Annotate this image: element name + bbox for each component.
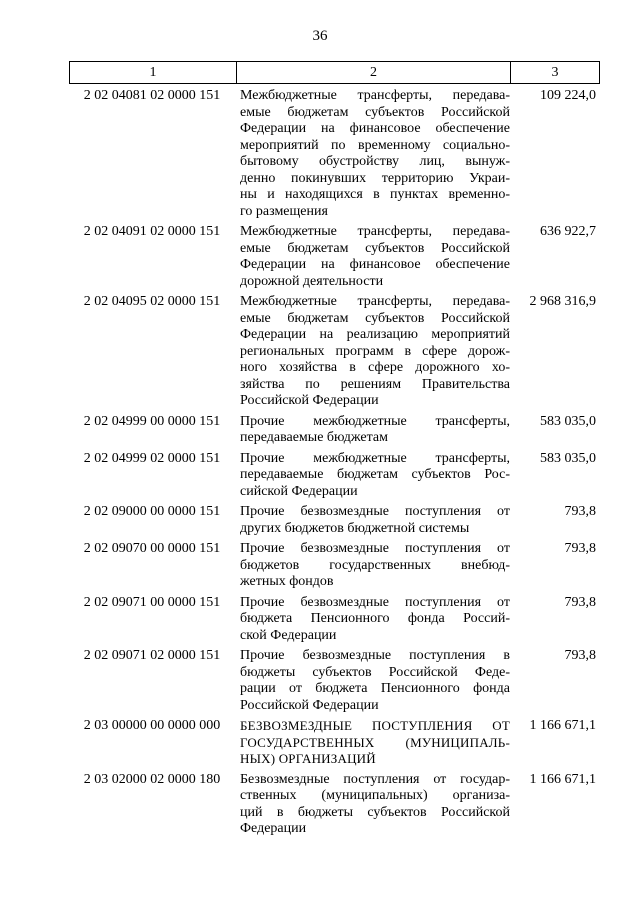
budget-code: 2 03 02000 02 0000 180 xyxy=(83,771,221,787)
description-line: Межбюджетные трансферты, передава- xyxy=(240,88,510,103)
budget-code: 2 02 09070 00 0000 151 xyxy=(83,541,221,556)
description-line: других бюджетов бюджетной системы xyxy=(240,520,470,536)
description-line: ций в бюджеты субъектов Российской xyxy=(240,804,510,820)
description-line: Межбюджетные трансферты, передава- xyxy=(240,224,510,239)
budget-code: 2 02 09071 00 0000 151 xyxy=(83,594,221,610)
budget-code: 2 02 04091 02 0000 151 xyxy=(83,224,221,239)
description-line: БЕЗВОЗМЕЗДНЫЕ ПОСТУПЛЕНИЯ ОТ xyxy=(240,718,510,733)
column-header-1: 1 xyxy=(70,62,237,83)
description-line: Федерации на финансовое обеспечение xyxy=(240,121,510,136)
budget-code: 2 02 09071 02 0000 151 xyxy=(83,648,221,663)
description-line: ного хозяйства в сфере дорожного хо- xyxy=(240,360,510,375)
budget-code: 2 02 04095 02 0000 151 xyxy=(83,294,221,309)
description-line: ГОСУДАРСТВЕННЫХ (МУНИЦИПАЛЬ- xyxy=(240,734,510,750)
table-row xyxy=(69,504,600,537)
description-line: бюджета Пенсионного фонда Россий- xyxy=(240,611,510,626)
revenue-description xyxy=(235,414,510,447)
table-row xyxy=(69,414,600,447)
amount-value: 583 035,0 xyxy=(540,413,596,429)
description-line: жетных фондов xyxy=(240,574,334,589)
description-line: региональных программ в сфере дорож- xyxy=(240,343,510,359)
amount-value: 793,8 xyxy=(564,504,596,519)
description-line: рации от бюджета Пенсионного фонда xyxy=(240,681,510,696)
amount-value: 793,8 xyxy=(564,594,596,610)
description-line: дорожной деятельности xyxy=(240,273,384,289)
table-row xyxy=(69,648,600,714)
revenue-description xyxy=(235,224,510,290)
table-header-row xyxy=(69,61,600,84)
budget-code: 2 03 00000 00 0000 000 xyxy=(83,718,221,733)
table-row xyxy=(69,88,600,220)
revenue-description xyxy=(235,718,510,768)
revenue-description xyxy=(235,504,510,537)
budget-code: 2 02 04081 02 0000 151 xyxy=(83,88,221,103)
page-number: 36 xyxy=(312,28,328,44)
budget-code: 2 02 04999 02 0000 151 xyxy=(83,450,221,466)
description-line: Межбюджетные трансферты, передава- xyxy=(240,294,510,309)
description-line: Российской Федерации xyxy=(240,393,379,408)
description-line: сийской Федерации xyxy=(240,483,358,499)
budget-table xyxy=(69,61,600,838)
description-line: Прочие безвозмездные поступления от xyxy=(240,541,510,556)
description-line: Прочие безвозмездные поступления от xyxy=(240,504,510,519)
amount-value: 1 166 671,1 xyxy=(529,718,596,733)
description-line: денно покинувших территорию Украи- xyxy=(240,170,510,186)
revenue-description xyxy=(235,88,510,220)
description-line: ственных (муниципальных) организа- xyxy=(240,788,510,803)
table-row xyxy=(69,294,600,410)
description-line: НЫХ) ОРГАНИЗАЦИЙ xyxy=(240,751,376,766)
table-body xyxy=(69,88,600,838)
table-row xyxy=(69,595,600,645)
amount-value: 109 224,0 xyxy=(540,88,596,103)
description-line: зяйства по решениям Правительства xyxy=(240,376,510,392)
description-line: емые бюджетам субъектов Российской xyxy=(240,310,510,326)
description-line: Безвозмездные поступления от государ- xyxy=(240,771,510,787)
column-header-3: 3 xyxy=(551,65,559,80)
revenue-description xyxy=(235,294,510,410)
description-line: мероприятий по временному социально- xyxy=(240,137,510,153)
description-line: бюджеты субъектов Российской Феде- xyxy=(240,664,510,680)
table-row xyxy=(69,451,600,501)
table-row xyxy=(69,718,600,768)
amount-value: 1 166 671,1 xyxy=(529,771,596,787)
table-row xyxy=(69,224,600,290)
description-line: бюджетов государственных внебюд- xyxy=(240,557,510,573)
amount-value: 793,8 xyxy=(564,648,596,663)
description-line: передаваемые бюджетам xyxy=(240,430,388,445)
description-line: ны и находящихся в пунктах временно- xyxy=(240,187,510,202)
description-line: Прочие безвозмездные поступления в xyxy=(240,648,510,663)
description-line: Прочие межбюджетные трансферты, xyxy=(240,450,510,466)
description-line: Федерации xyxy=(240,821,307,836)
revenue-description xyxy=(235,772,510,838)
budget-code: 2 02 09000 00 0000 151 xyxy=(83,504,221,519)
amount-value: 2 968 316,9 xyxy=(529,294,596,309)
table-row xyxy=(69,772,600,838)
description-line: Федерации на финансовое обеспечение xyxy=(240,257,510,272)
amount-value: 583 035,0 xyxy=(540,450,596,466)
description-line: Российской Федерации xyxy=(240,697,379,713)
amount-value: 636 922,7 xyxy=(540,224,596,239)
budget-code: 2 02 04999 00 0000 151 xyxy=(83,413,221,429)
table-row xyxy=(69,541,600,591)
description-line: емые бюджетам субъектов Российской xyxy=(240,104,510,120)
revenue-description xyxy=(235,541,510,591)
description-line: го размещения xyxy=(240,203,328,219)
revenue-description xyxy=(235,451,510,501)
column-header-2: 2 xyxy=(237,62,511,83)
amount-value: 793,8 xyxy=(564,541,596,556)
description-line: бытовому обустройству лиц, вынуж- xyxy=(240,154,510,169)
description-line: емые бюджетам субъектов Российской xyxy=(240,240,510,256)
description-line: Федерации на реализацию мероприятий xyxy=(240,327,510,342)
description-line: Прочие безвозмездные поступления от xyxy=(240,594,510,610)
description-line: передаваемые бюджетам субъектов Рос- xyxy=(240,467,510,482)
revenue-description xyxy=(235,595,510,645)
revenue-description xyxy=(235,648,510,714)
description-line: Прочие межбюджетные трансферты, xyxy=(240,413,510,429)
description-line: ской Федерации xyxy=(240,627,337,643)
